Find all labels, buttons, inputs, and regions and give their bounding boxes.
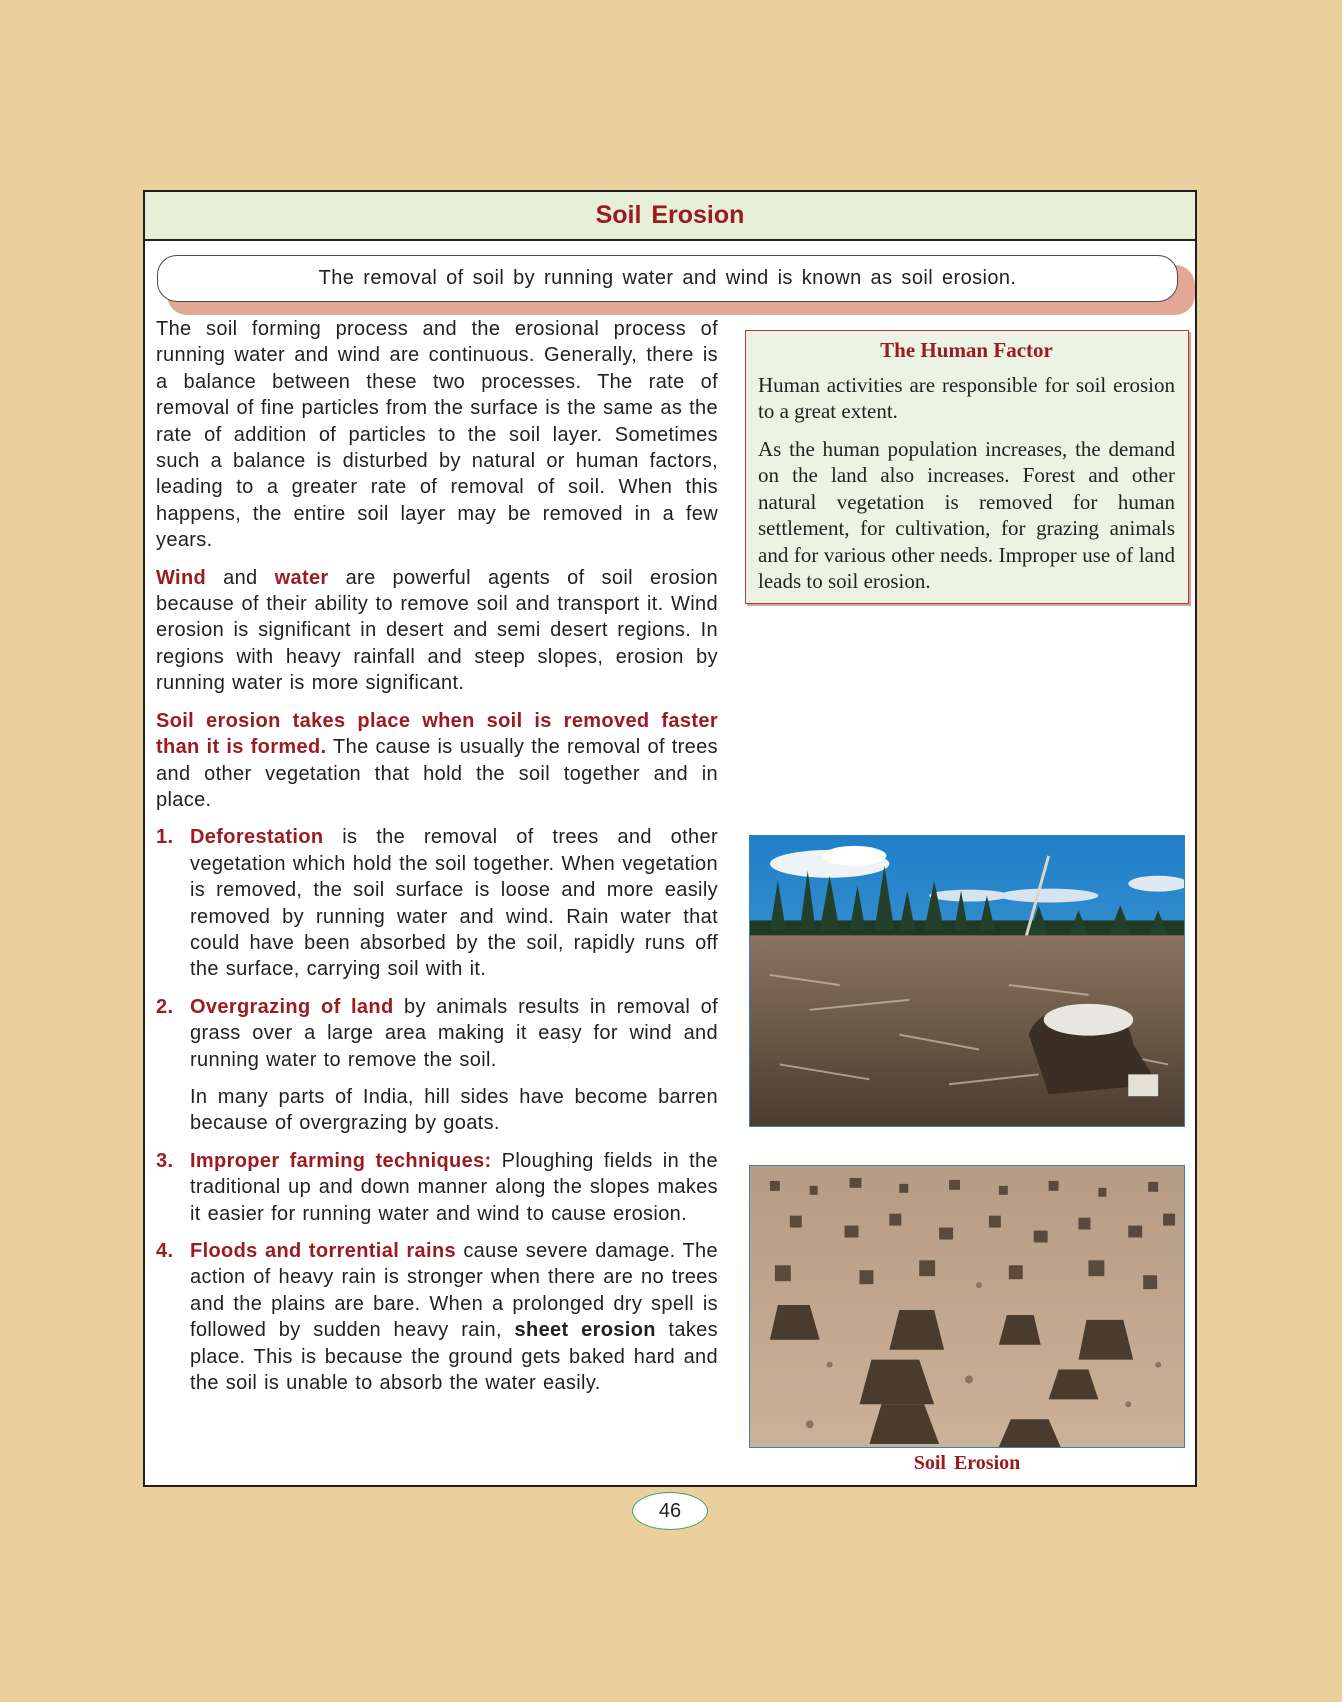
deforestation-photo — [749, 835, 1185, 1127]
title-band — [145, 192, 1195, 241]
term-overgrazing: Overgrazing of land — [190, 995, 394, 1018]
list-item-farming: 3. Improper farming techniques: Ploughing fields in the traditional up and down manner along the slopes makes it easier for running water and wind to cause erosion. — [156, 1149, 718, 1225]
page-title: Soil Erosion — [595, 201, 745, 229]
term-sheet-erosion: sheet erosion — [514, 1319, 656, 1342]
term-water: water — [274, 566, 329, 589]
term-farming: Improper farming techniques: — [190, 1149, 492, 1172]
agents-paragraph: Wind and water are powerful agents of soil erosion because of their ability to remove soil and transport it. Wind erosion is significant in desert and semi desert regions. In regions with heavy rainfall and steep slopes, erosion by running water is more significant. — [156, 566, 719, 695]
term-deforestation: Deforestation — [190, 826, 324, 849]
definition-box — [157, 255, 1178, 302]
human-factor-title: The Human Factor — [880, 338, 1053, 362]
page-number: 46 — [632, 1492, 708, 1530]
photo-caption: Soil Erosion — [913, 1452, 1021, 1474]
term-wind: Wind — [156, 566, 207, 589]
intro-paragraph: The soil forming process and the erosional process of running water and wind are continuous. Generally, there is a balance between these two processes. The rate of removal of fine particles from the surface is the same as the rate of addition of particles to the soil layer. Sometimes such a balance is disturbed by natural or human factors, leading to a greater rate of removal of soil. When this happens, the entire soil layer may be removed in a few years. — [156, 318, 718, 552]
term-floods: Floods and torrential rains — [190, 1240, 456, 1262]
human-factor-para-2: As the human population increases, the demand on the land also increases. Forest and other natural vegetation is removed for human settlement, for cultivation, for grazing animals and for various other needs. Improper use of land leads to soil erosion. — [758, 436, 1175, 593]
stumps-image — [750, 1166, 1184, 1447]
main-text-column — [156, 316, 718, 1407]
cause-paragraph: Soil erosion takes place when soil is removed faster than it is formed. The cause is usually the removal of trees and other vegetation that hold the soil together and in place. — [156, 709, 718, 811]
definition-text: The removal of soil by running water and wind is known as soil erosion. — [318, 267, 1017, 289]
list-item-floods: 4. Floods and torrential rains cause severe damage. The action of heavy rain is stronger when there are no trees and the plains are bare. When a prolonged dry spell is followed by sudden heavy rain, sheet erosion takes place. This is because the ground gets baked hard and the soil is unable to absorb the water easily. — [156, 1240, 718, 1395]
deforestation-image — [750, 836, 1184, 1126]
textbook-page — [143, 190, 1197, 1487]
stumps-photo — [749, 1165, 1185, 1448]
overgrazing-note: In many parts of India, hill sides have become barren because of overgrazing by goats. — [190, 1085, 718, 1135]
human-factor-para-1: Human activities are responsible for soil erosion to a great extent. — [758, 372, 1175, 423]
human-factor-box — [745, 330, 1189, 604]
list-item-deforestation: 1. Deforestation is the removal of trees and other vegetation which hold the soil together. When vegetation is removed, the soil surface is loose and more easily removed by running water and wind. Rain water that could have been absorbed by the soil, rapidly runs off the surface, carrying soil with it. — [156, 826, 718, 981]
causes-list — [156, 824, 718, 1396]
key-statement: Soil erosion takes place when soil is removed faster than it is formed. — [156, 709, 718, 759]
list-item-overgrazing: 2. Overgrazing of land by animals results in removal of grass over a large area making it easy for wind and running water to remove the soil. In many parts of India, hill sides have become barren because of overgrazing by goats. — [156, 994, 718, 1137]
